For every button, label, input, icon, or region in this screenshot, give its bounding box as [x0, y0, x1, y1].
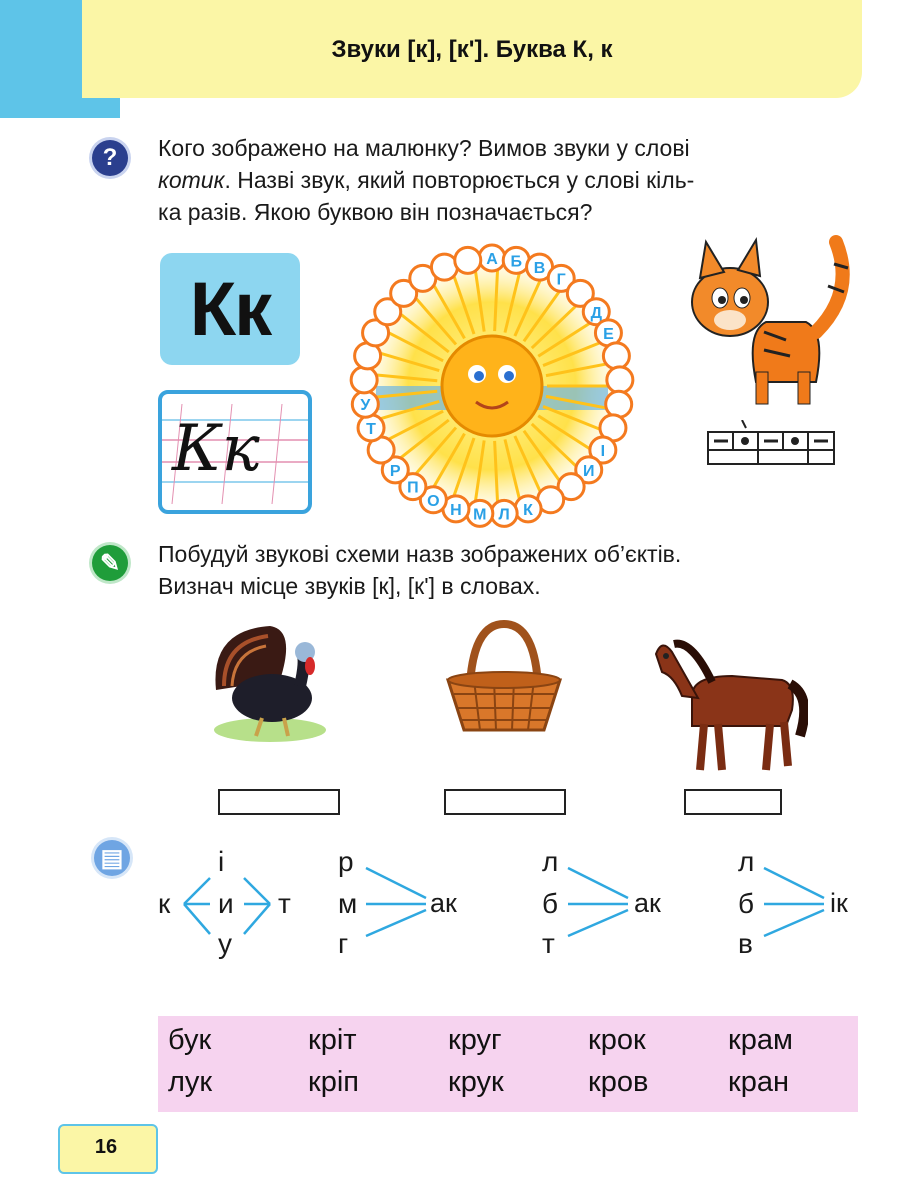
task2-line-1: Побудуй звукові схеми назв зображених об’єктів.	[158, 541, 682, 567]
wheel-letter: М	[473, 506, 487, 524]
g1-middle-1: і	[218, 846, 225, 877]
task1-text	[158, 132, 858, 228]
wheel-letter: И	[582, 462, 595, 480]
g1-right-letter: т	[278, 888, 291, 919]
wheel-letter: Е	[603, 325, 614, 343]
sun-alphabet-wheel	[336, 236, 648, 536]
letter-circle	[351, 367, 377, 393]
answer-box-horse[interactable]	[684, 789, 782, 815]
g3-letter-1: л	[542, 846, 559, 877]
script-letters: Кк	[172, 412, 260, 486]
reading-icon: ▤	[94, 840, 130, 876]
g1-middle-3: у	[218, 928, 232, 959]
wheel-letter: П	[407, 479, 419, 497]
g3-letter-2: б	[542, 888, 559, 919]
g2-letter-1: р	[338, 846, 354, 877]
g4-letter-3: в	[738, 928, 753, 959]
wheel-letter: Н	[450, 501, 462, 519]
g2-letter-3: г	[338, 928, 349, 959]
wheel-letter: В	[533, 260, 546, 278]
sun-face	[442, 336, 542, 436]
word-item: крам	[728, 1024, 793, 1056]
task1-line-2: котик. Назві звук, який повторюється у слові кіль-	[158, 167, 695, 193]
g4-letter-2: б	[738, 888, 755, 919]
syllable-connector-lines	[150, 840, 870, 970]
wheel-letter: К	[523, 501, 533, 519]
cat-sound-scheme	[706, 420, 836, 468]
letter-circle	[603, 343, 629, 369]
letter-circle	[455, 247, 481, 273]
g1-middle-2: и	[218, 888, 234, 919]
word-item: кров	[588, 1066, 649, 1098]
wheel-letter: У	[360, 397, 371, 415]
task1-line-3: ка разів. Якою буквою він позначається?	[158, 199, 593, 225]
g4-ending: ік	[830, 888, 848, 918]
word-item: кріп	[308, 1066, 359, 1098]
printed-letter-card: Кк	[160, 253, 300, 365]
wheel-letter: Л	[498, 506, 510, 524]
wheel-letter: Р	[389, 462, 401, 480]
g2-ending: ак	[430, 888, 457, 918]
wheel-letter: Г	[556, 271, 566, 289]
word-item: круг	[448, 1024, 502, 1056]
question-icon: ?	[92, 140, 128, 176]
word-item: бук	[168, 1024, 212, 1056]
pencil-icon: ✎	[92, 545, 128, 581]
page-number: 16	[94, 1136, 118, 1158]
turkey-picture	[210, 620, 330, 744]
page-title: Звуки [к], [к']. Буква К, к	[331, 36, 613, 63]
script-letter-card	[158, 390, 312, 514]
answer-box-turkey[interactable]	[218, 789, 340, 815]
cat-picture	[686, 232, 856, 412]
task2-line-2: Визнач місце звуків [к], [к'] в словах.	[158, 573, 541, 599]
wheel-letter: О	[427, 492, 440, 510]
basket-picture	[444, 620, 564, 738]
wheel-letter: Б	[510, 253, 522, 271]
word-item: крок	[588, 1024, 646, 1056]
letter-circle	[607, 367, 633, 393]
g2-letter-2: м	[338, 888, 358, 919]
task2-text	[158, 538, 878, 602]
word-list	[158, 1020, 858, 1102]
word-item: кріт	[308, 1024, 357, 1056]
letter-circle	[606, 391, 632, 417]
wheel-letter: А	[486, 251, 498, 268]
word-item: крук	[448, 1066, 504, 1098]
g1-left-letter: к	[158, 888, 171, 919]
g3-letter-3: т	[542, 928, 555, 959]
wheel-letter: І	[600, 443, 606, 460]
word-item: кран	[728, 1066, 789, 1098]
wheel-letter: Т	[366, 420, 376, 438]
g4-letter-1: л	[738, 846, 755, 877]
task1-line-1: Кого зображено на малюнку? Вимов звуки у слові	[158, 135, 690, 161]
horse-picture	[652, 626, 808, 776]
word-item: лук	[168, 1066, 213, 1098]
answer-box-basket[interactable]	[444, 789, 566, 815]
g3-ending: ак	[634, 888, 661, 918]
wheel-letter: Д	[590, 304, 602, 322]
